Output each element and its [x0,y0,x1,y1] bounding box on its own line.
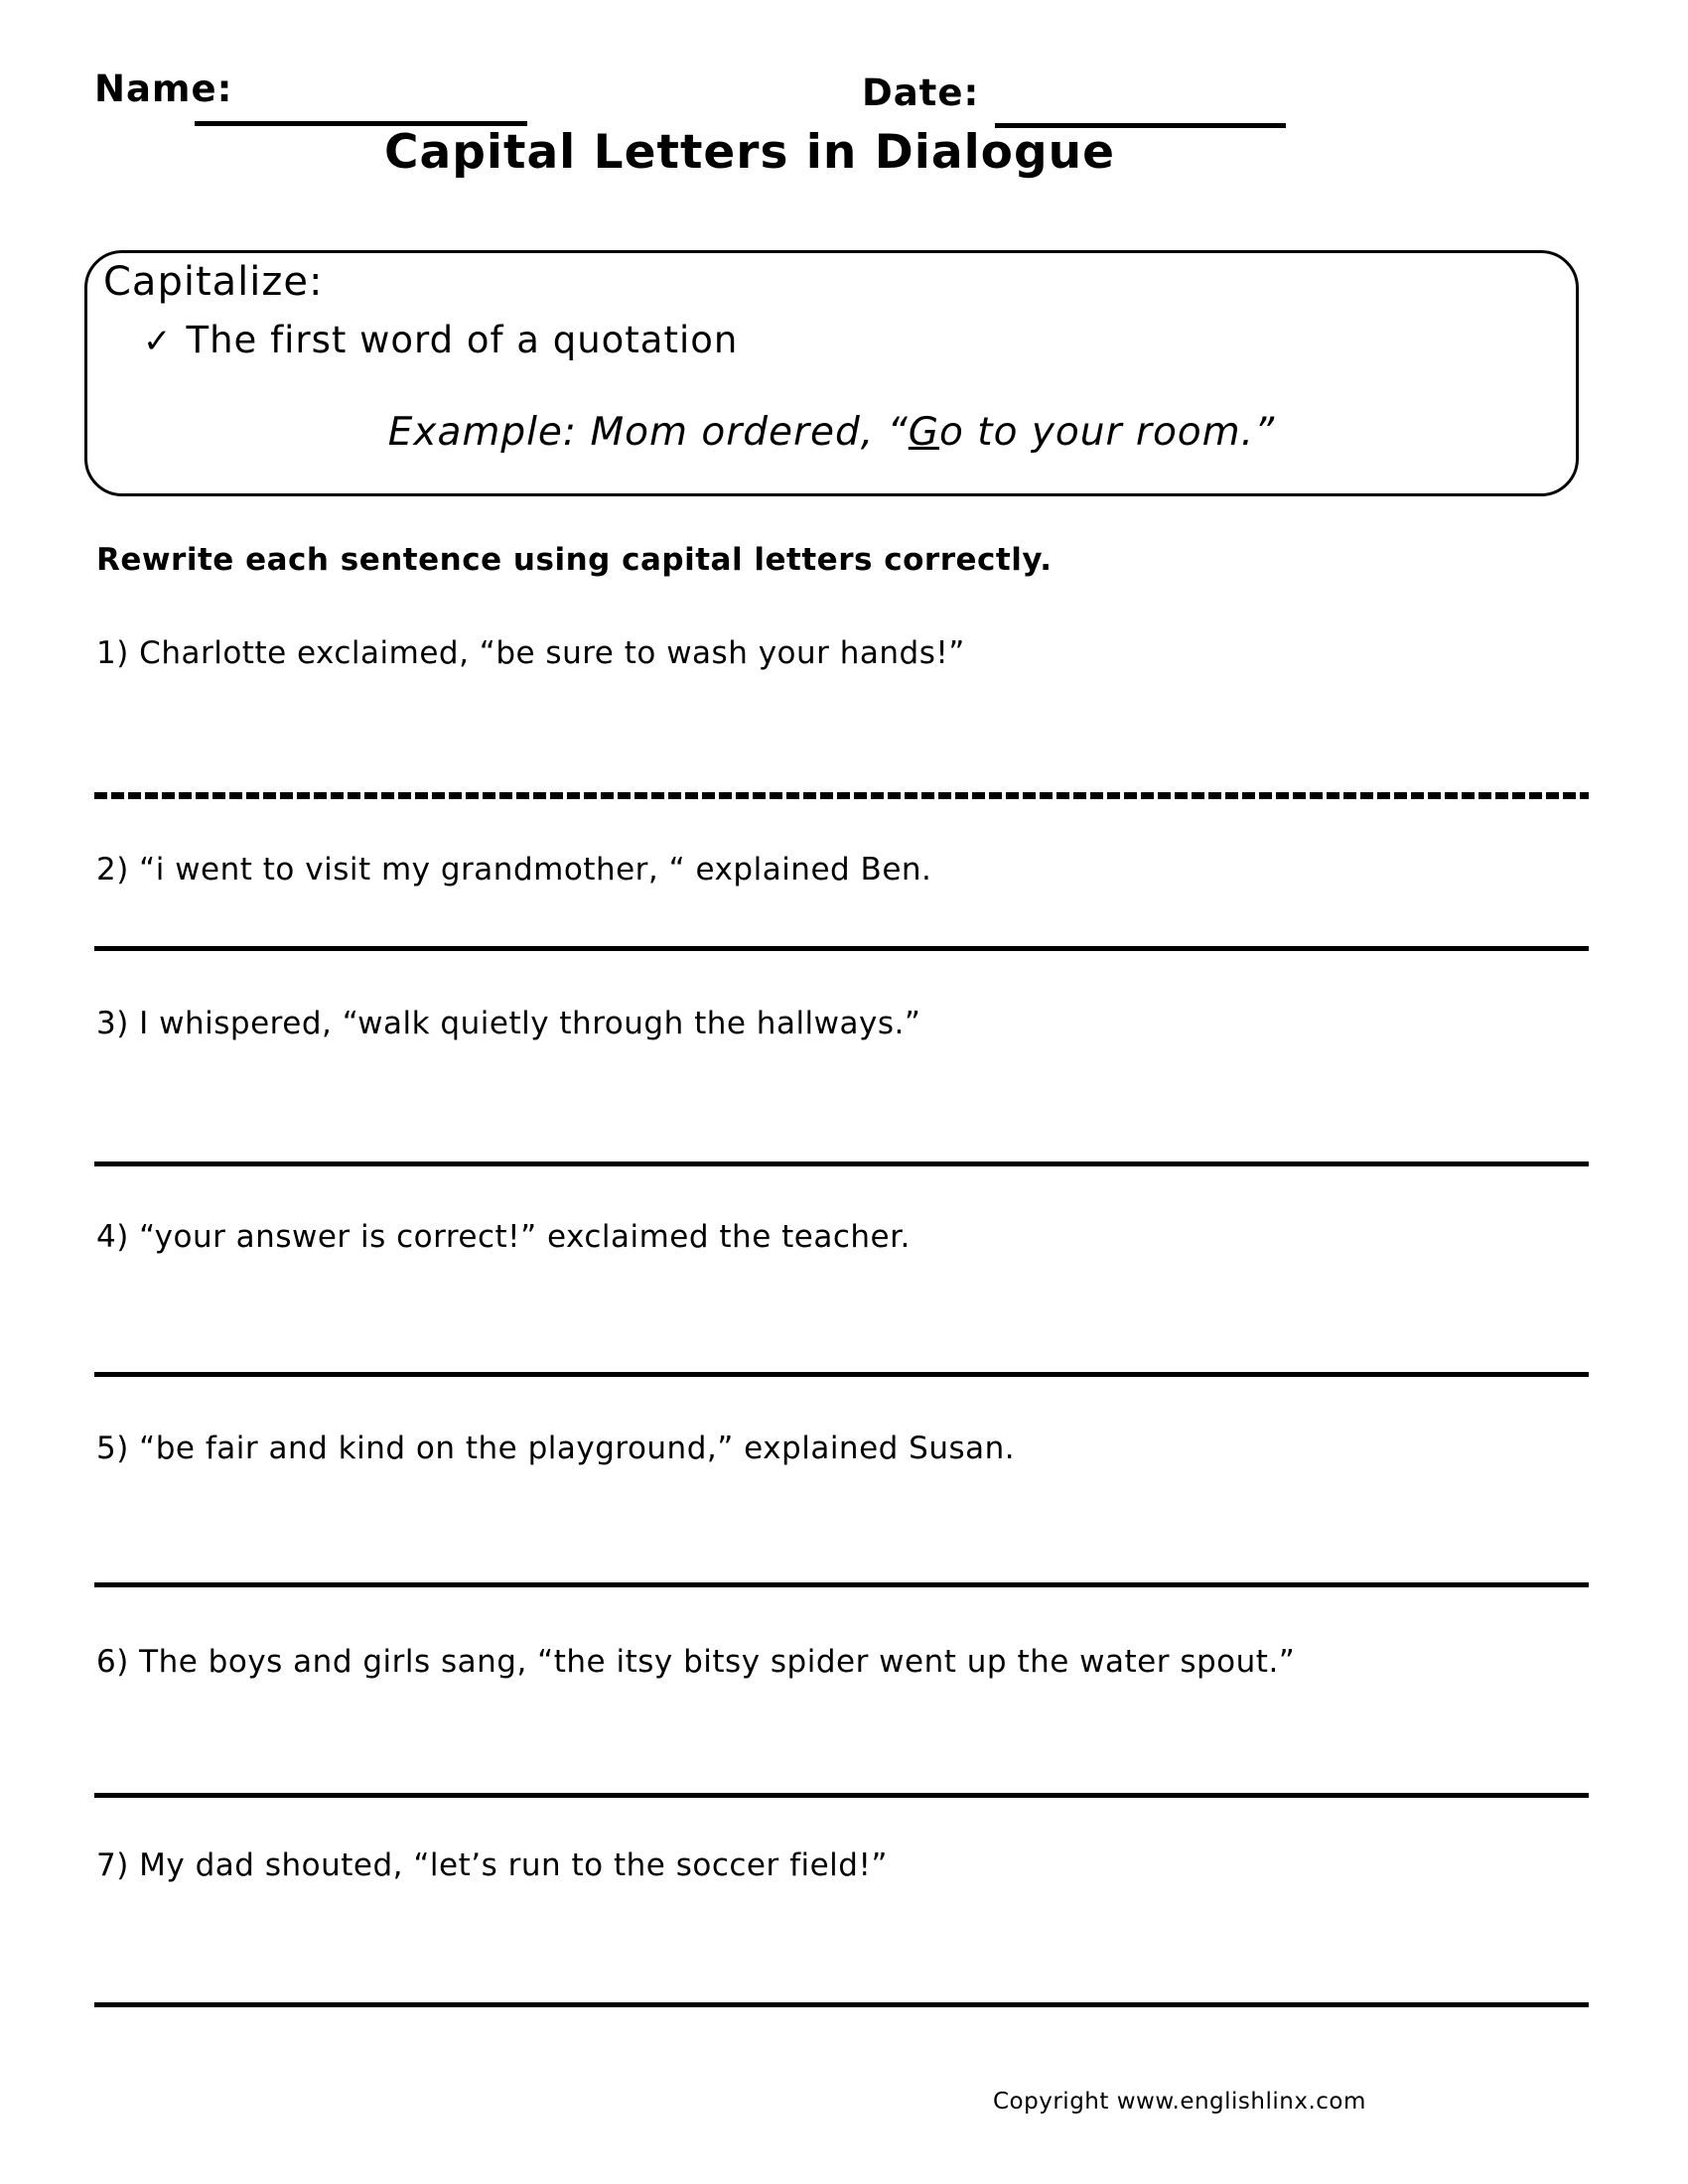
answer-line-3 [94,1161,1589,1166]
answer-line-6 [94,1793,1589,1798]
name-label: Name: [94,68,233,110]
checkmark-icon: ✓ [143,322,173,361]
page-title: Capital Letters in Dialogue [384,125,1115,180]
copyright-text: Copyright www.englishlinx.com [993,2089,1366,2115]
answer-line-7 [94,2002,1589,2007]
question-1-text: 1) Charlotte exclaimed, “be sure to wash your hands!” [96,635,965,671]
example-underlined-letter: G [908,410,940,455]
answer-line-5 [94,1582,1589,1587]
question-7-text: 7) My dad shouted, “let’s run to the soccer field!” [96,1847,888,1883]
instructions-text: Rewrite each sentence using capital letters correctly. [96,542,1053,578]
question-2-text: 2) “i went to visit my grandmother, “ explained Ben. [96,852,932,887]
date-label: Date: [862,71,980,114]
answer-line-4 [94,1372,1589,1377]
answer-line-1 [94,792,1589,799]
question-3-text: 3) I whispered, “walk quietly through the hallways.” [96,1006,921,1041]
question-6-text: 6) The boys and girls sang, “the itsy bitsy spider went up the water spout.” [96,1644,1296,1680]
rule-text: The first word of a quotation [186,319,739,361]
example-suffix: o to your room.” [939,410,1276,455]
example-sentence [87,410,1576,455]
question-5-text: 5) “be fair and kind on the playground,” explained Susan. [96,1431,1016,1466]
rule-item [143,319,738,361]
example-prefix: Example: Mom ordered, “ [387,410,909,455]
rules-heading: Capitalize: [103,259,324,305]
rules-box [84,250,1579,496]
question-4-text: 4) “your answer is correct!” exclaimed the teacher. [96,1219,911,1255]
answer-line-2 [94,946,1589,951]
